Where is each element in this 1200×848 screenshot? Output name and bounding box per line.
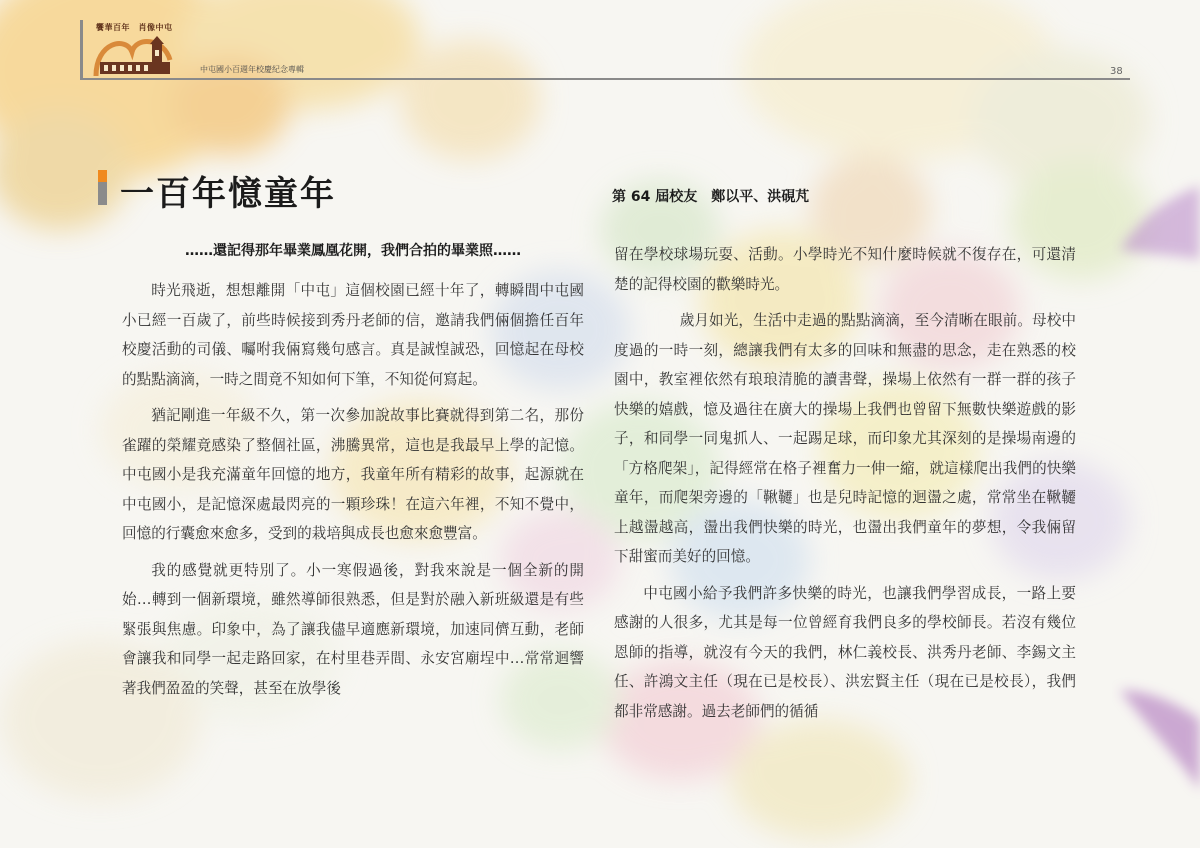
title-accent-bar: [98, 170, 107, 205]
body-paragraph: 猶記剛進一年級不久，第一次參加說故事比賽就得到第二名，那份雀躍的榮耀竟感染了整個社區，沸騰異常，這也是我最早上學的記憶。中屯國小是我充滿童年回憶的地方，我童年所有精彩的故事，起源就在中屯國小，是記憶深處最閃亮的一顆珍珠！在這六年裡，不知不覺中，回憶的行囊愈來愈多，受到的栽培與成長也愈來愈豐富。: [122, 407, 584, 542]
article-title: 一百年憶童年: [120, 174, 336, 214]
header-rule: [80, 78, 1130, 80]
body-paragraph: 時光飛逝，想想離開「中屯」這個校園已經十年了，轉瞬間中屯國小已經一百歲了，前些時候接到秀丹老師的信，邀請我們倆個擔任百年校慶活動的司儀、囑咐我倆寫幾句感言。真是誠惶誠恐，回憶起在母校的點點滴滴，一時之間竟不知如何下筆，不知從何寫起。: [122, 282, 584, 388]
publication-title: 中屯國小百週年校慶紀念專輯: [200, 65, 304, 74]
logo-text: 饗華百年 肖像中屯: [96, 23, 173, 32]
article-author: 第 64 屆校友 鄭以平、洪硯芃: [612, 189, 810, 205]
body-paragraph: 留在學校球場玩耍、活動。小學時光不知什麼時候就不復存在，可還清楚的記得校園的歡樂時光。: [614, 246, 1076, 293]
body-paragraph: 中屯國小給予我們許多快樂的時光，也讓我們學習成長，一路上要感謝的人很多，尤其是每一位曾經育我們良多的學校師長。若沒有幾位恩師的指導，就沒有今天的我們，林仁義校長、洪秀丹老師、李錫文主任、許鴻文主任（現在已是校長）、洪宏賢主任（現在已是校長），我們都非常感謝。過去老師們的循循: [614, 584, 1076, 720]
article-subtitle: ……還記得那年畢業鳳凰花開，我們合拍的畢業照……: [185, 243, 521, 259]
left-column: [122, 276, 584, 703]
right-column: [614, 240, 1076, 726]
header-accent-bar: [80, 20, 83, 80]
page-header: [80, 14, 1130, 94]
body-paragraph: 歲月如光，生活中走過的點點滴滴，至今清晰在眼前。母校中度過的一時一刻，總讓我們有太多的回味和無盡的思念，走在熟悉的校園中，教室裡依然有琅琅清脆的讀書聲，操場上依然有一群一群的孩子快樂的嬉戲，憶及過往在廣大的操場上我們也曾留下無數快樂遊戲的影子，和同學一同鬼抓人、一起踢足球，而印象尤其深刻的是操場南邊的「方格爬架」，記得經常在格子裡奮力一伸一縮，就這樣爬出我們的快樂童年，而爬架旁邊的「鞦韆」也是兒時記憶的迴盪之處，常常坐在鞦韆上越盪越高，盪出我們快樂的時光，也盪出我們童年的夢想，令我倆留下甜蜜而美好的回憶。: [614, 312, 1076, 565]
page-number: 38: [1110, 66, 1123, 77]
body-paragraph: 我的感覺就更特別了。小一寒假過後，對我來說是一個全新的開始…轉到一個新環境，雖然導師很熟悉，但是對於融入新班級還是有些緊張與焦慮。印象中，為了讓我儘早適應新環境，加速同儕互動，老師會讓我和同學一起走路回家，在村里巷弄間、永安宮廟埕中…常常迴響著我們盈盈的笑聲，甚至在放學後: [122, 561, 584, 697]
